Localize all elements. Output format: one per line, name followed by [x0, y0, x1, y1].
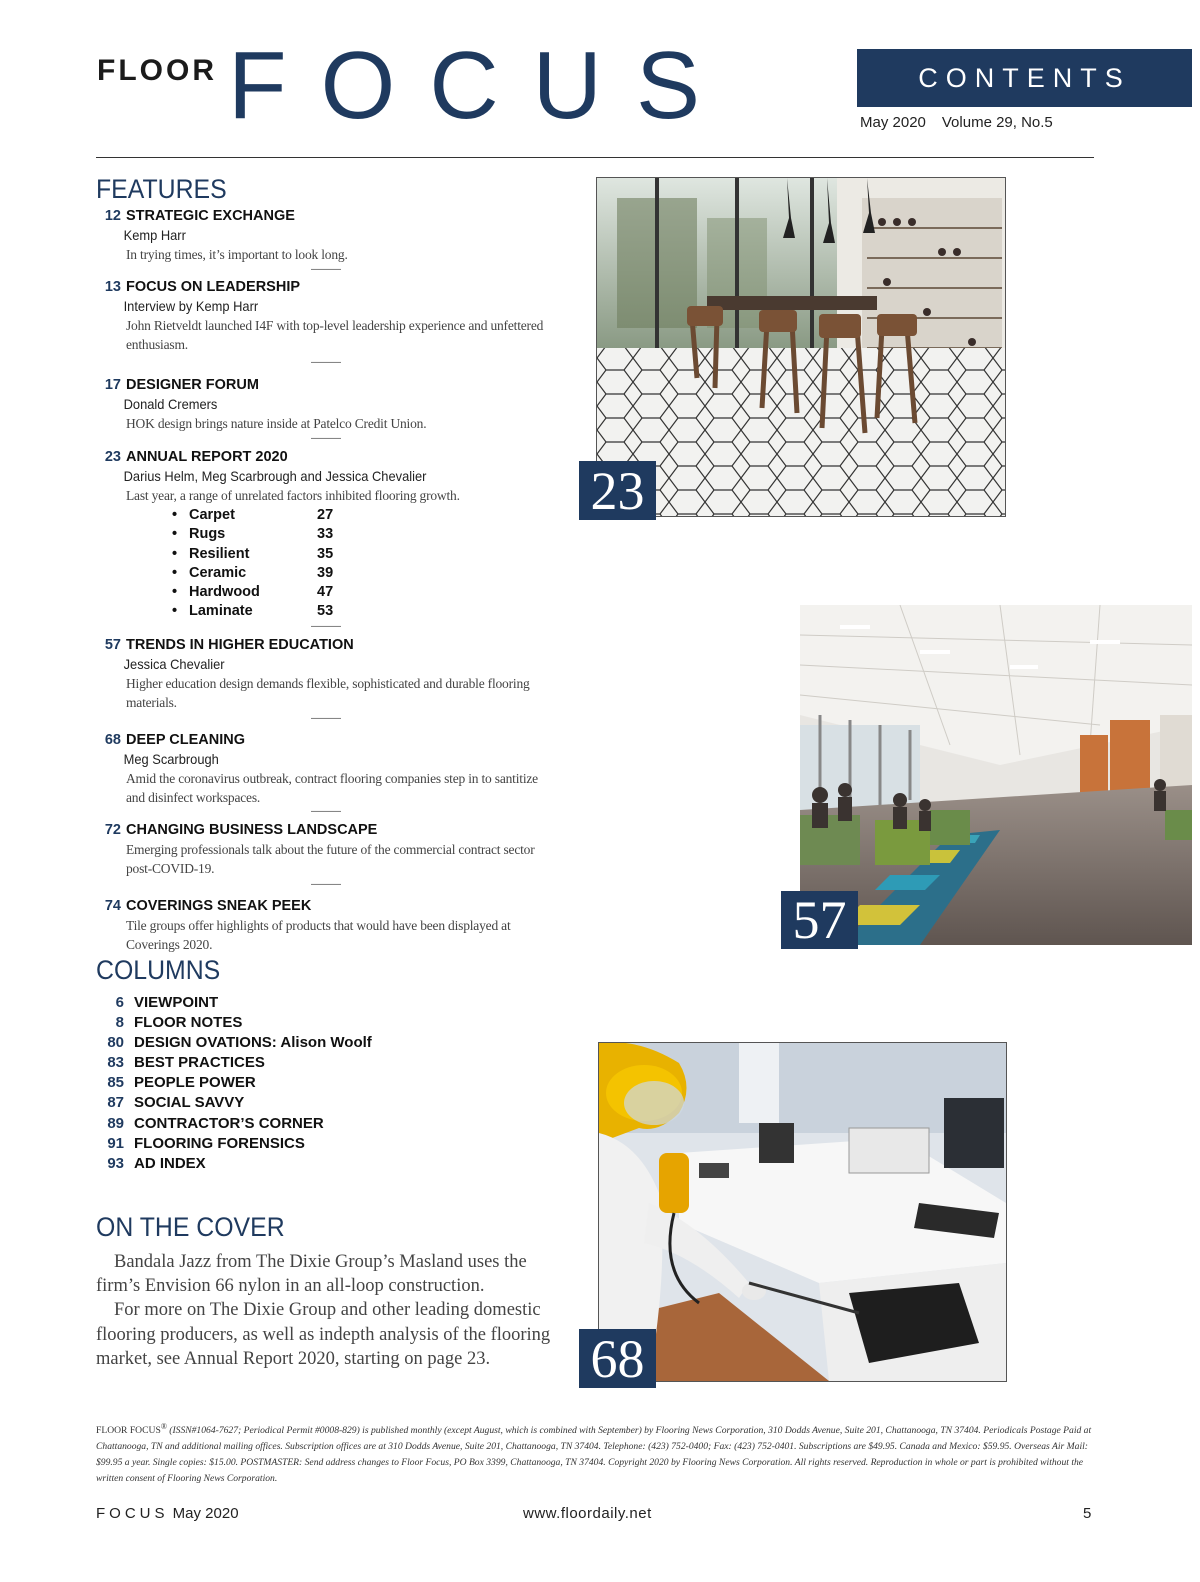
feature-author: Donald Cremers	[123, 396, 218, 412]
feature-description: In trying times, it’s important to look long.	[126, 247, 348, 262]
feature-title: DESIGNER FORUM	[126, 377, 259, 393]
cover-text	[96, 1250, 554, 1371]
feature-description: Last year, a range of unrelated factors inhibited flooring growth.	[126, 488, 460, 503]
column-page-number: 89	[107, 1114, 124, 1132]
sublist-item[interactable]	[172, 564, 556, 583]
divider: ———	[311, 433, 341, 444]
column-page-number: 91	[107, 1134, 124, 1152]
sublist-item[interactable]	[172, 583, 556, 602]
sublist-name: Laminate	[189, 603, 253, 620]
feature-description: John Rietveldt launched I4F with top-level leadership experience and unfettered enthusiasm.	[126, 318, 544, 352]
columns-list	[96, 993, 372, 1174]
column-item[interactable]	[96, 1093, 372, 1113]
feature-title: CHANGING BUSINESS LANDSCAPE	[126, 821, 378, 838]
sublist-item[interactable]	[172, 525, 556, 544]
column-title: PEOPLE POWER	[134, 1074, 256, 1092]
column-title: DESIGN OVATIONS: Alison Woolf	[134, 1034, 372, 1052]
column-title: BEST PRACTICES	[134, 1054, 265, 1072]
photo-corridor[interactable]	[800, 605, 1192, 945]
column-title: FLOOR NOTES	[134, 1014, 243, 1032]
contents-banner	[857, 49, 1192, 107]
column-item[interactable]	[96, 993, 372, 1013]
column-page-number: 85	[107, 1074, 124, 1092]
sublist-page: 33	[317, 526, 334, 543]
header-rule	[96, 157, 1094, 158]
feature-description: Higher education design demands flexible, sophisticated and durable flooring materials.	[126, 675, 530, 710]
notice-brand: FLOOR FOCUS	[96, 1425, 161, 1437]
masthead-floor: FLOOR	[97, 54, 217, 87]
sublist-name: Hardwood	[189, 584, 260, 601]
column-title: CONTRACTOR’S CORNER	[134, 1114, 324, 1132]
sublist-name: Ceramic	[189, 564, 247, 581]
disinfecting-illustration	[599, 1043, 1006, 1381]
column-item[interactable]	[96, 1134, 372, 1154]
column-item[interactable]	[96, 1013, 372, 1033]
column-title: SOCIAL SAVVY	[134, 1094, 245, 1112]
feature-author: Meg Scarbrough	[123, 750, 219, 767]
corridor-illustration	[800, 605, 1192, 945]
feature-page-number: 13	[104, 279, 121, 295]
bullet-icon: •	[172, 507, 178, 523]
feature-page-number: 74	[104, 897, 121, 914]
bullet-icon: •	[172, 564, 178, 581]
masthead-focus: FOCUS	[228, 32, 734, 139]
photo-dining-room[interactable]	[596, 177, 1006, 517]
cover-heading: ON THE COVER	[96, 1212, 285, 1242]
feature-page-number: 12	[104, 208, 121, 224]
contents-label: CONTENTS	[918, 62, 1131, 93]
bullet-icon: •	[172, 603, 178, 620]
divider: ———	[311, 805, 341, 817]
issue-line	[860, 114, 1069, 131]
feature-page-number: 57	[104, 636, 121, 653]
feature-item[interactable]	[96, 375, 556, 434]
sublist-name: Carpet	[189, 507, 235, 523]
bullet-icon: •	[172, 545, 178, 562]
footer-date: May 2020	[172, 1505, 239, 1522]
feature-title: TRENDS IN HIGHER EDUCATION	[126, 636, 354, 653]
page-badge-57: 57	[781, 891, 858, 949]
page-badge-23: 23	[579, 461, 656, 520]
footer-url[interactable]: www.floordaily.net	[523, 1505, 652, 1522]
column-item[interactable]	[96, 1073, 372, 1093]
divider: ———	[311, 620, 341, 632]
feature-author: Jessica Chevalier	[123, 655, 225, 672]
feature-description: Amid the coronavirus outbreak, contract flooring companies step in to santitize and disinfect workspaces.	[126, 770, 538, 805]
sublist-item[interactable]	[172, 506, 556, 525]
divider: ———	[311, 264, 341, 275]
column-page-number: 83	[107, 1054, 124, 1072]
dining-room-illustration	[597, 178, 1005, 516]
page-badge-68: 68	[579, 1329, 656, 1388]
publication-notice	[96, 1419, 1094, 1487]
divider: ———	[311, 357, 341, 368]
sublist-item[interactable]	[172, 545, 556, 564]
bullet-icon: •	[172, 584, 178, 601]
cover-paragraph: For more on The Dixie Group and other leading domestic flooring producers, as well as indepth analysis of the flooring market, see Annual Report 2020, starting on page 23.	[96, 1300, 551, 1369]
registered-mark: ®	[160, 1422, 167, 1431]
columns-heading: COLUMNS	[96, 955, 221, 985]
column-title: FLOORING FORENSICS	[134, 1134, 305, 1152]
feature-item[interactable]	[96, 730, 556, 807]
sublist-item[interactable]	[172, 602, 556, 621]
column-page-number: 80	[107, 1034, 124, 1052]
feature-page-number: 23	[104, 449, 121, 465]
feature-description: Tile groups offer highlights of products that would have been displayed at Coverings 2020.	[126, 917, 511, 952]
feature-title: ANNUAL REPORT 2020	[126, 449, 288, 465]
column-item[interactable]	[96, 1154, 372, 1174]
feature-title: COVERINGS SNEAK PEEK	[126, 897, 312, 914]
cover-paragraph: Bandala Jazz from The Dixie Group’s Masland uses the firm’s Envision 66 nylon in an all-loop construction.	[96, 1252, 527, 1297]
feature-title: DEEP CLEANING	[126, 731, 245, 748]
column-page-number: 87	[107, 1094, 124, 1112]
sublist-page: 27	[317, 507, 334, 523]
feature-description: HOK design brings nature inside at Patelco Credit Union.	[126, 416, 427, 431]
column-item[interactable]	[96, 1053, 372, 1073]
column-title: AD INDEX	[134, 1154, 206, 1172]
photo-disinfecting[interactable]	[598, 1042, 1007, 1382]
divider: ———	[311, 712, 341, 724]
footer-brand	[96, 1505, 239, 1522]
column-page-number: 6	[115, 994, 124, 1011]
column-page-number: 93	[107, 1154, 124, 1172]
feature-item[interactable]	[96, 896, 556, 954]
column-title: VIEWPOINT	[134, 994, 219, 1011]
sublist-name: Resilient	[189, 545, 250, 562]
sublist-page: 53	[317, 603, 334, 620]
sublist-page: 47	[317, 584, 334, 601]
sublist-name: Rugs	[189, 526, 226, 543]
feature-author: Interview by Kemp Harr	[123, 298, 259, 314]
feature-page-number: 68	[104, 731, 121, 748]
feature-page-number: 17	[104, 377, 121, 393]
sublist-page: 39	[317, 564, 334, 581]
feature-title: FOCUS ON LEADERSHIP	[126, 279, 301, 295]
feature-item[interactable]	[96, 447, 556, 506]
feature-item[interactable]	[96, 820, 556, 878]
column-page-number: 8	[115, 1014, 124, 1032]
issue-volume: Volume 29, No.5	[941, 114, 1053, 131]
features-heading: FEATURES	[96, 174, 227, 204]
column-item[interactable]	[96, 1033, 372, 1053]
feature-item[interactable]	[96, 206, 556, 265]
issue-date: May 2020	[860, 114, 926, 131]
divider: ———	[311, 878, 341, 890]
features-section	[96, 172, 556, 954]
notice-text: (ISSN#1064-7627; Periodical Permit #0008-829) is published monthly (except August, which is combined with September) by Flooring News Corporation, 310 Dodds Avenue, Suite 201, Chattanooga, TN 37404. Periodicals Postage Paid at Chattanooga, TN and additional mailing offices. Subscription offices are at 310 Dodds Avenue, Suite 201, Chattanooga, TN 37404. Telephone: (423) 752-0400; Fax: (423) 752-0401. Subscriptions are $49.95. Canada and Mexico: $59.95. Overseas Air Mail: $99.95 a year. Single copies: $15.00. POSTMASTER: Send address changes to Floor Focus, PO Box 3399, Chattanooga, TN 37404. Copyright 2020 by Flooring News Corporation. All rights reserved. Reproduction in whole or part is prohibited without the written consent of Flooring News Corporation.	[96, 1425, 1092, 1485]
column-item[interactable]	[96, 1114, 372, 1134]
feature-page-number: 72	[104, 821, 121, 838]
sublist-page: 35	[317, 545, 334, 562]
feature-item[interactable]	[96, 277, 556, 354]
feature-author: Darius Helm, Meg Scarbrough and Jessica Chevalier	[123, 468, 427, 484]
footer-focus: FOCUS	[96, 1505, 169, 1522]
annual-report-sublist	[96, 506, 556, 622]
feature-item[interactable]	[96, 635, 556, 712]
feature-author: Kemp Harr	[123, 227, 186, 243]
page-number: 5	[1083, 1505, 1092, 1522]
feature-description: Emerging professionals talk about the future of the commercial contract sector post-COVID-19.	[126, 841, 535, 876]
feature-title: STRATEGIC EXCHANGE	[126, 208, 295, 224]
bullet-icon: •	[172, 526, 178, 543]
